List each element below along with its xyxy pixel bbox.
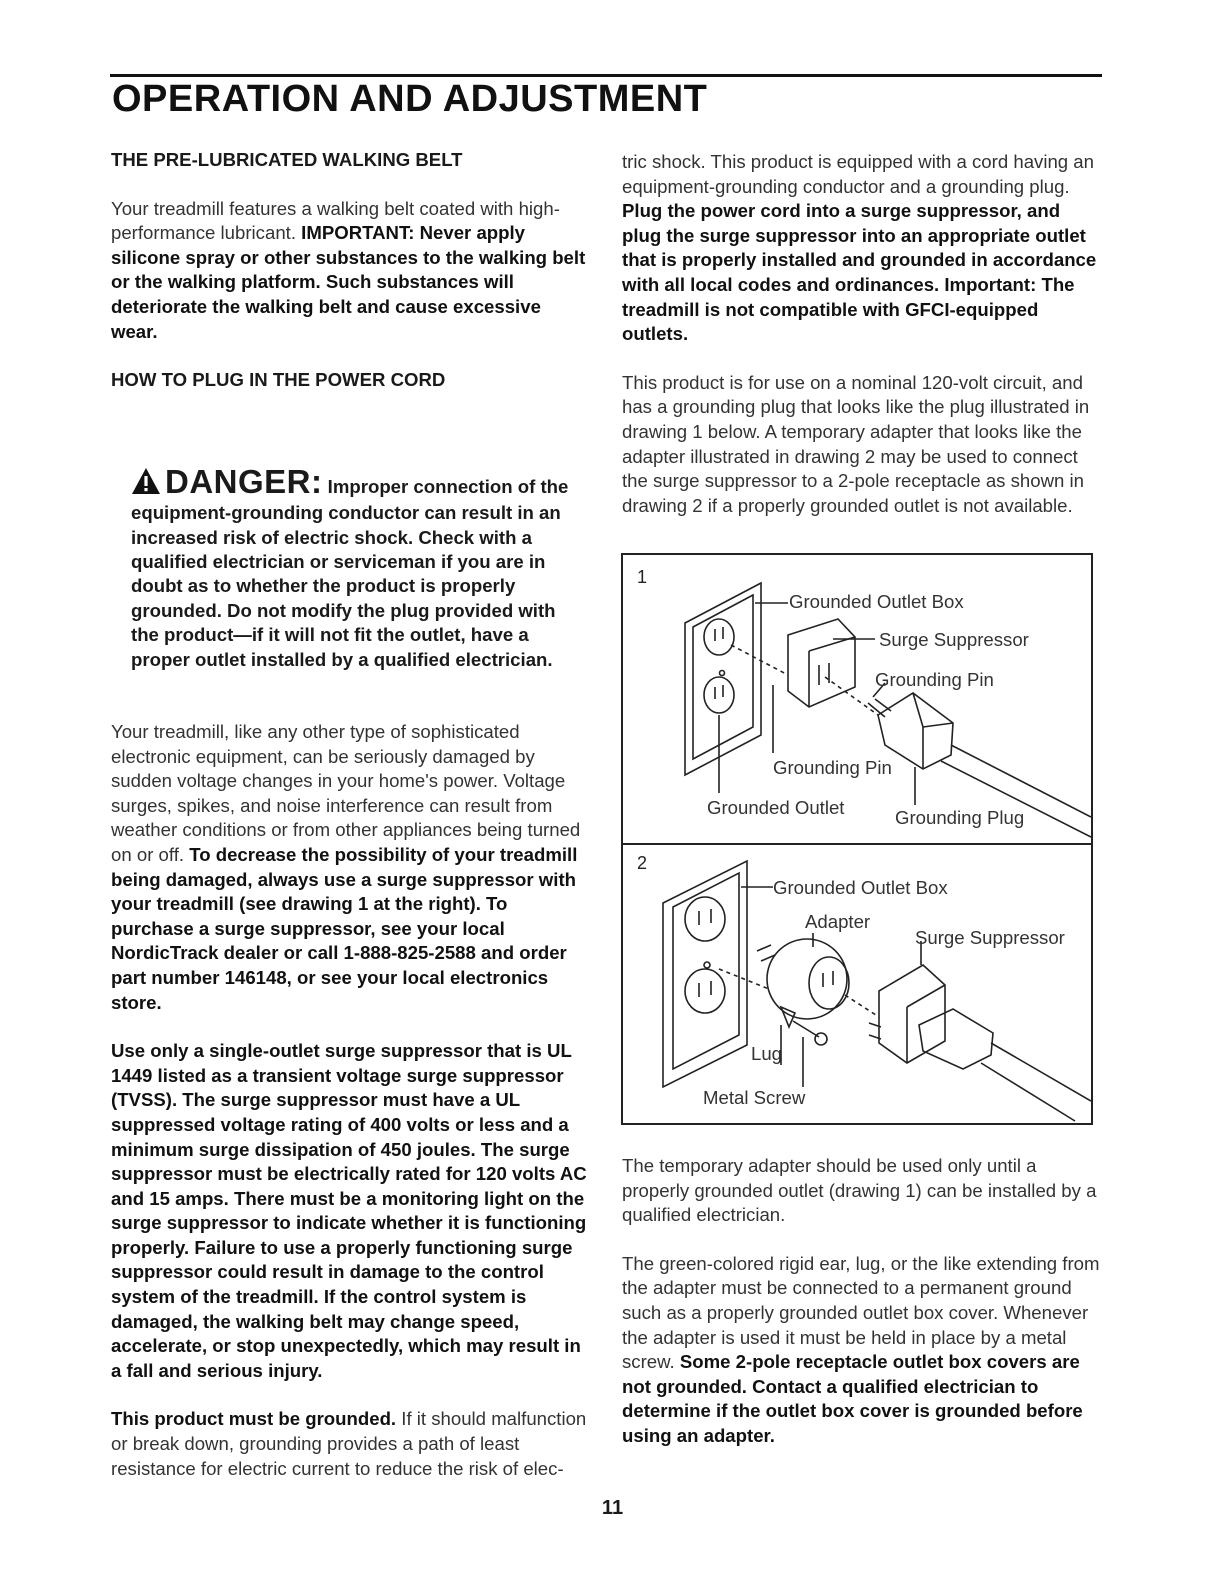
- label-metal-screw-2: Metal Screw: [703, 1087, 806, 1108]
- label-adapter-2: Adapter: [805, 911, 871, 932]
- outlet-wallplate-2: [663, 861, 747, 1087]
- label-grounding-plug-1: Grounding Plug: [895, 807, 1025, 828]
- label-grounding-pin-center-1: Grounding Pin: [773, 757, 892, 778]
- surge-text-regular: Your treadmill, like any other type of sophisticated electronic equipment, can be seriously damaged by sudden voltage changes in your home's power. Voltage surges, spikes, and noise interference can result from weather conditions or from other appliances being turned on or off.: [111, 721, 581, 865]
- right-column: [622, 150, 1102, 518]
- title-rule: [110, 74, 1102, 77]
- grounded-text-bold: This product must be grounded.: [111, 1408, 397, 1430]
- surge-paragraph: [111, 720, 591, 1015]
- danger-notice: [131, 462, 571, 672]
- single-outlet-text: Use only a single-outlet surge suppressor that is UL 1449 listed as a transient voltage surge suppressor (TVSS). The surge suppressor must have a UL suppressed voltage rating of 400 volts or less and a minimum surge dissipation of 450 joules. The surge suppressor must be electrically rated for 120 volts AC and 15 amps. There must be a monitoring light on the surge suppressor to indicate whether it is functioning properly. Failure to use a properly functioning surge suppressor could result in damage to the control system of the treadmill. If the control system is damaged, the walking belt may change speed, accelerate, or stop unexpectedly, which may result in a fall and serious injury.: [111, 1040, 587, 1381]
- label-grounded-outlet-1: Grounded Outlet: [707, 797, 845, 818]
- label-grounding-pin-right-1: Grounding Pin: [875, 669, 994, 690]
- grounded-text-regular: If it should malfunction or break down, grounding provides a path of least resistance for electric current to reduce the risk of elec-: [111, 1408, 587, 1479]
- surge-text-bold: To decrease the possibility of your treadmill being damaged, always use a surge suppressor with your treadmill (see drawing 1 at the right). To purchase a surge suppressor, see your local NordicTrack dealer or call 1-888-825-2588 and order part number 146148, or see your local electronics store.: [111, 843, 578, 1013]
- warning-triangle-icon: [131, 467, 161, 501]
- left-column: [111, 148, 591, 1481]
- nominal-paragraph: This product is for use on a nominal 120-volt circuit, and has a grounding plug that looks like the plug illustrated in drawing 1 below. A temporary adapter that looks like the adapter illustrated in drawing 2 may be used to connect the surge suppressor to a 2-pole receptacle as shown in drawing 2 if a properly grounded outlet is not available.: [622, 371, 1090, 516]
- section-heading-walking-belt: THE PRE-LUBRICATED WALKING BELT: [111, 149, 463, 170]
- shock-text-bold: Plug the power cord into a surge suppressor, and plug the surge suppressor into an appropriate outlet that is properly installed and grounded in accordance with all local codes and ordinances. Important: The treadmill is not compatible with GFCI-equipped outlets.: [622, 200, 1097, 345]
- green-ear-paragraph: [622, 1252, 1102, 1449]
- outlet-wallplate-1: [685, 583, 761, 775]
- page-title: OPERATION AND ADJUSTMENT: [112, 78, 708, 120]
- adapter-2: [757, 939, 849, 1027]
- single-outlet-paragraph: [111, 1039, 591, 1383]
- green-text-bold: Some 2-pole receptacle outlet box covers are not grounded. Contact a qualified electrician to determine if the outlet box cover is grounded before using an adapter.: [622, 1351, 1083, 1446]
- metal-screw-2: [793, 1021, 827, 1045]
- belt-text-bold: IMPORTANT: Never apply silicone spray or other substances to the walking belt or the walking platform. Such substances will deteriorate the walking belt and cause excessive wear.: [111, 222, 586, 342]
- label-grounded-outlet-box-2: Grounded Outlet Box: [773, 877, 948, 898]
- label-surge-suppressor-1: Surge Suppressor: [879, 629, 1029, 650]
- right-column-lower: [622, 1154, 1102, 1449]
- label-lug-2: Lug: [751, 1043, 783, 1064]
- belt-text-regular: Your treadmill features a walking belt coated with high-performance lubricant.: [111, 197, 560, 244]
- grounding-figure: [621, 553, 1093, 1125]
- outlet-receptacles-2: [685, 897, 725, 1013]
- outlet-receptacles-1: [704, 619, 734, 713]
- shock-text-regular: tric shock. This product is equipped with a cord having an equipment-grounding conductor and a grounding plug.: [622, 151, 1094, 197]
- label-surge-suppressor-2: Surge Suppressor: [915, 927, 1065, 948]
- drawing-number-2: 2: [637, 853, 648, 873]
- danger-word: DANGER:: [165, 462, 323, 500]
- page-number: 11: [601, 1497, 624, 1519]
- surge-suppressor-1: [788, 619, 855, 707]
- surge-suppressor-2: [869, 965, 945, 1063]
- danger-lead: Improper connection: [327, 475, 513, 497]
- temporary-adapter-paragraph: The temporary adapter should be used only until a properly grounded outlet (drawing 1) can be installed by a qualified electrician.: [622, 1155, 1097, 1226]
- shock-paragraph: [622, 150, 1102, 347]
- belt-paragraph: [111, 197, 591, 345]
- danger-text: of the equipment-grounding conductor can result in an increased risk of electric shock. Check with a qualified electrician or serviceman if you are in doubt as to whether the product is properly grounded. Do not modify the plug provided with the product—if it will not fit the outlet, have a proper outlet installed by a qualified electrician.: [131, 475, 569, 670]
- green-text-regular: The green-colored rigid ear, lug, or the like extending from the adapter must be connected to a permanent ground such as a properly grounded outlet box cover. Whenever the adapter is used it must be held in place by a metal screw.: [622, 1252, 1100, 1373]
- figure-divider: [623, 843, 1091, 845]
- grounded-paragraph: [111, 1407, 591, 1481]
- label-grounded-outlet-box-1: Grounded Outlet Box: [789, 591, 964, 612]
- drawing-number-1: 1: [637, 567, 648, 587]
- section-heading-power-cord: HOW TO PLUG IN THE POWER CORD: [111, 369, 446, 391]
